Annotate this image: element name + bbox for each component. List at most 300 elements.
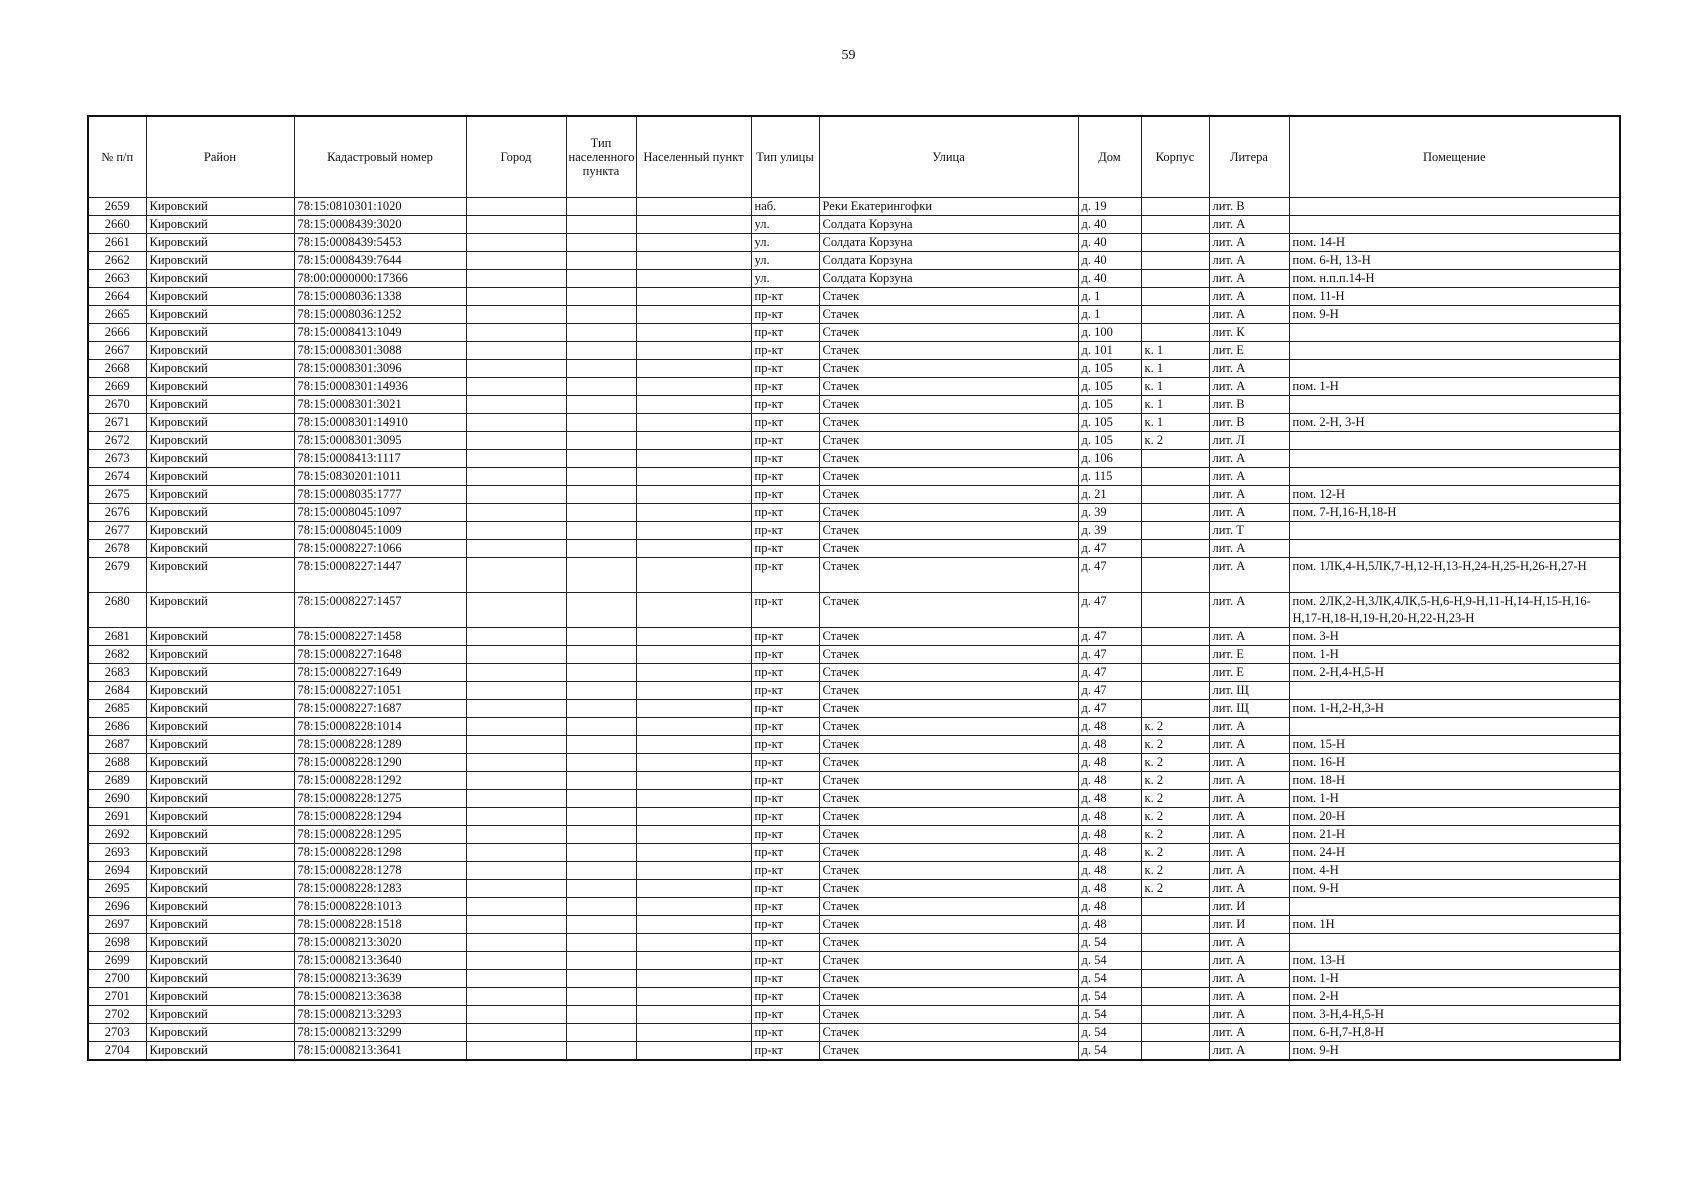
cell-cadastral-number: 78:15:0008213:3638 xyxy=(294,988,466,1006)
cell-house: д. 48 xyxy=(1078,790,1141,808)
header-building: Корпус xyxy=(1141,116,1209,198)
cell-settlement xyxy=(636,916,751,934)
cell-letter: лит. А xyxy=(1209,718,1289,736)
cell-settlement-type xyxy=(566,270,636,288)
cell-district: Кировский xyxy=(146,736,294,754)
cell-settlement xyxy=(636,898,751,916)
cell-cadastral-number: 78:15:0008227:1447 xyxy=(294,558,466,593)
page-number: 59 xyxy=(841,48,856,63)
cell-settlement xyxy=(636,360,751,378)
cell-street: Стачек xyxy=(819,450,1078,468)
cell-street: Стачек xyxy=(819,504,1078,522)
cell-city xyxy=(466,504,566,522)
cell-settlement-type xyxy=(566,324,636,342)
cell-street-type: пр-кт xyxy=(751,700,819,718)
cell-settlement-type xyxy=(566,216,636,234)
cell-street: Реки Екатерингофки xyxy=(819,198,1078,216)
table-row xyxy=(88,934,1620,952)
cell-street-type: пр-кт xyxy=(751,522,819,540)
cell-settlement xyxy=(636,288,751,306)
cell-building: к. 1 xyxy=(1141,396,1209,414)
cell-street-type: пр-кт xyxy=(751,682,819,700)
cell-street: Стачек xyxy=(819,970,1078,988)
cell-street: Солдата Корзуна xyxy=(819,216,1078,234)
cell-settlement-type xyxy=(566,432,636,450)
cell-district: Кировский xyxy=(146,396,294,414)
cell-district: Кировский xyxy=(146,970,294,988)
cell-settlement-type xyxy=(566,952,636,970)
cell-city xyxy=(466,234,566,252)
cell-row-number: 2694 xyxy=(88,862,146,880)
cell-settlement xyxy=(636,646,751,664)
cell-house: д. 101 xyxy=(1078,342,1141,360)
cell-street-type: ул. xyxy=(751,270,819,288)
cell-district: Кировский xyxy=(146,952,294,970)
cell-street: Стачек xyxy=(819,718,1078,736)
cell-premises: пом. 6-Н,7-Н,8-Н xyxy=(1289,1024,1620,1042)
cell-street-type: пр-кт xyxy=(751,360,819,378)
table-row xyxy=(88,970,1620,988)
cell-settlement xyxy=(636,1006,751,1024)
cell-street-type: пр-кт xyxy=(751,432,819,450)
cell-settlement xyxy=(636,486,751,504)
cell-cadastral-number: 78:15:0008213:3641 xyxy=(294,1042,466,1061)
cell-house: д. 100 xyxy=(1078,324,1141,342)
cell-city xyxy=(466,664,566,682)
cell-city xyxy=(466,378,566,396)
cell-house: д. 106 xyxy=(1078,450,1141,468)
cell-cadastral-number: 78:15:0008045:1097 xyxy=(294,504,466,522)
cell-cadastral-number: 78:15:0008228:1289 xyxy=(294,736,466,754)
cell-district: Кировский xyxy=(146,1042,294,1061)
cell-premises: пом. 24-Н xyxy=(1289,844,1620,862)
cell-premises: пом. 21-Н xyxy=(1289,826,1620,844)
cell-premises: пом. 9-Н xyxy=(1289,880,1620,898)
cell-row-number: 2684 xyxy=(88,682,146,700)
cell-city xyxy=(466,216,566,234)
cell-row-number: 2681 xyxy=(88,628,146,646)
cell-letter: лит. А xyxy=(1209,736,1289,754)
cell-row-number: 2665 xyxy=(88,306,146,324)
cell-letter: лит. В xyxy=(1209,414,1289,432)
cell-house: д. 47 xyxy=(1078,628,1141,646)
cell-settlement xyxy=(636,450,751,468)
cell-row-number: 2666 xyxy=(88,324,146,342)
cell-city xyxy=(466,862,566,880)
cell-district: Кировский xyxy=(146,378,294,396)
cell-city xyxy=(466,700,566,718)
table-row xyxy=(88,952,1620,970)
cell-street-type: пр-кт xyxy=(751,450,819,468)
cell-letter: лит. А xyxy=(1209,790,1289,808)
cell-letter: лит. В xyxy=(1209,396,1289,414)
cell-house: д. 39 xyxy=(1078,522,1141,540)
cell-street: Стачек xyxy=(819,898,1078,916)
cell-settlement xyxy=(636,682,751,700)
cell-cadastral-number: 78:15:0008228:1518 xyxy=(294,916,466,934)
table-row xyxy=(88,808,1620,826)
cell-building xyxy=(1141,952,1209,970)
cell-settlement xyxy=(636,378,751,396)
cell-district: Кировский xyxy=(146,988,294,1006)
cell-street: Стачек xyxy=(819,844,1078,862)
cell-street-type: пр-кт xyxy=(751,540,819,558)
cell-street: Стачек xyxy=(819,682,1078,700)
cell-cadastral-number: 78:15:0008228:1283 xyxy=(294,880,466,898)
cell-street-type: пр-кт xyxy=(751,504,819,522)
cell-district: Кировский xyxy=(146,414,294,432)
cell-row-number: 2698 xyxy=(88,934,146,952)
cell-building xyxy=(1141,324,1209,342)
cell-cadastral-number: 78:15:0008301:3096 xyxy=(294,360,466,378)
table-row xyxy=(88,736,1620,754)
cell-street: Стачек xyxy=(819,826,1078,844)
cell-letter: лит. А xyxy=(1209,504,1289,522)
cell-building: к. 1 xyxy=(1141,414,1209,432)
cell-letter: лит. А xyxy=(1209,1006,1289,1024)
cell-premises: пом. 1-Н xyxy=(1289,790,1620,808)
cell-premises xyxy=(1289,450,1620,468)
cell-house: д. 105 xyxy=(1078,414,1141,432)
table-row xyxy=(88,880,1620,898)
cell-city xyxy=(466,1024,566,1042)
cell-house: д. 48 xyxy=(1078,862,1141,880)
cell-premises: пом. 1Н xyxy=(1289,916,1620,934)
cell-street: Стачек xyxy=(819,790,1078,808)
cell-city xyxy=(466,754,566,772)
table-row xyxy=(88,844,1620,862)
cell-settlement xyxy=(636,790,751,808)
cell-building: к. 2 xyxy=(1141,862,1209,880)
cell-street-type: пр-кт xyxy=(751,396,819,414)
cell-row-number: 2702 xyxy=(88,1006,146,1024)
cell-district: Кировский xyxy=(146,468,294,486)
cell-street: Стачек xyxy=(819,324,1078,342)
cell-row-number: 2677 xyxy=(88,522,146,540)
table-row xyxy=(88,558,1620,593)
table-row xyxy=(88,754,1620,772)
cell-row-number: 2687 xyxy=(88,736,146,754)
cell-house: д. 54 xyxy=(1078,952,1141,970)
cell-row-number: 2699 xyxy=(88,952,146,970)
cell-house: д. 54 xyxy=(1078,988,1141,1006)
table-row xyxy=(88,664,1620,682)
table-row xyxy=(88,718,1620,736)
cell-building: к. 2 xyxy=(1141,772,1209,790)
cell-letter: лит. Е xyxy=(1209,646,1289,664)
cell-house: д. 54 xyxy=(1078,1024,1141,1042)
cell-street: Стачек xyxy=(819,396,1078,414)
cell-settlement xyxy=(636,396,751,414)
cell-street-type: пр-кт xyxy=(751,646,819,664)
cell-city xyxy=(466,342,566,360)
cell-settlement xyxy=(636,1042,751,1061)
cell-row-number: 2704 xyxy=(88,1042,146,1061)
cell-premises: пом. 18-Н xyxy=(1289,772,1620,790)
cell-settlement xyxy=(636,808,751,826)
cell-premises: пом. 2ЛК,2-Н,3ЛК,4ЛК,5-Н,6-Н,9-Н,11-Н,14-Н,15-Н,16-Н,17-Н,18-Н,19-Н,20-Н,22-Н,23-Н xyxy=(1289,593,1620,628)
cell-city xyxy=(466,646,566,664)
cell-house: д. 48 xyxy=(1078,826,1141,844)
cell-district: Кировский xyxy=(146,306,294,324)
cell-cadastral-number: 78:15:0008227:1457 xyxy=(294,593,466,628)
cell-street-type: пр-кт xyxy=(751,664,819,682)
cell-building xyxy=(1141,1042,1209,1061)
cell-cadastral-number: 78:15:0008301:3095 xyxy=(294,432,466,450)
cell-district: Кировский xyxy=(146,360,294,378)
cell-street: Стачек xyxy=(819,952,1078,970)
cell-settlement-type xyxy=(566,772,636,790)
cell-street: Стачек xyxy=(819,880,1078,898)
cell-cadastral-number: 78:15:0008045:1009 xyxy=(294,522,466,540)
cell-district: Кировский xyxy=(146,682,294,700)
cell-premises: пом. н.п.п.14-Н xyxy=(1289,270,1620,288)
cell-district: Кировский xyxy=(146,522,294,540)
cell-row-number: 2692 xyxy=(88,826,146,844)
cell-city xyxy=(466,880,566,898)
cell-city xyxy=(466,844,566,862)
cell-settlement xyxy=(636,558,751,593)
cell-letter: лит. Л xyxy=(1209,432,1289,450)
cell-street: Стачек xyxy=(819,288,1078,306)
cell-cadastral-number: 78:15:0008228:1298 xyxy=(294,844,466,862)
cell-row-number: 2669 xyxy=(88,378,146,396)
cell-letter: лит. А xyxy=(1209,772,1289,790)
cell-letter: лит. А xyxy=(1209,844,1289,862)
cell-house: д. 48 xyxy=(1078,718,1141,736)
header-city: Город xyxy=(466,116,566,198)
cell-house: д. 54 xyxy=(1078,934,1141,952)
table-row xyxy=(88,916,1620,934)
cell-building xyxy=(1141,682,1209,700)
cell-city xyxy=(466,682,566,700)
cell-building: к. 2 xyxy=(1141,718,1209,736)
cell-district: Кировский xyxy=(146,844,294,862)
cell-premises: пом. 13-Н xyxy=(1289,952,1620,970)
cell-row-number: 2661 xyxy=(88,234,146,252)
cell-city xyxy=(466,916,566,934)
cell-house: д. 48 xyxy=(1078,898,1141,916)
cell-street-type: пр-кт xyxy=(751,880,819,898)
cell-cadastral-number: 78:15:0008213:3293 xyxy=(294,1006,466,1024)
cell-settlement-type xyxy=(566,916,636,934)
cell-settlement-type xyxy=(566,198,636,216)
cell-row-number: 2700 xyxy=(88,970,146,988)
cell-building xyxy=(1141,988,1209,1006)
cell-building: к. 2 xyxy=(1141,826,1209,844)
cell-street: Солдата Корзуна xyxy=(819,270,1078,288)
cell-street-type: пр-кт xyxy=(751,378,819,396)
cell-house: д. 39 xyxy=(1078,504,1141,522)
cell-street: Стачек xyxy=(819,1042,1078,1061)
cell-row-number: 2680 xyxy=(88,593,146,628)
cell-city xyxy=(466,522,566,540)
cell-street: Стачек xyxy=(819,628,1078,646)
cell-settlement-type xyxy=(566,450,636,468)
cell-building xyxy=(1141,558,1209,593)
cell-street-type: пр-кт xyxy=(751,772,819,790)
cell-premises: пом. 14-Н xyxy=(1289,234,1620,252)
cell-city xyxy=(466,306,566,324)
cell-settlement xyxy=(636,522,751,540)
cell-street: Стачек xyxy=(819,558,1078,593)
table-row xyxy=(88,360,1620,378)
cell-letter: лит. А xyxy=(1209,754,1289,772)
cell-letter: лит. А xyxy=(1209,558,1289,593)
cell-house: д. 47 xyxy=(1078,682,1141,700)
cell-settlement xyxy=(636,540,751,558)
cell-premises: пом. 20-Н xyxy=(1289,808,1620,826)
cell-building xyxy=(1141,306,1209,324)
cell-settlement xyxy=(636,664,751,682)
cell-settlement xyxy=(636,1024,751,1042)
cell-street: Стачек xyxy=(819,522,1078,540)
cell-row-number: 2659 xyxy=(88,198,146,216)
cell-district: Кировский xyxy=(146,772,294,790)
table-row xyxy=(88,628,1620,646)
cell-settlement-type xyxy=(566,880,636,898)
cell-house: д. 105 xyxy=(1078,360,1141,378)
table-header-row xyxy=(88,116,1620,198)
cell-letter: лит. А xyxy=(1209,862,1289,880)
cell-row-number: 2662 xyxy=(88,252,146,270)
table-row xyxy=(88,198,1620,216)
cell-city xyxy=(466,270,566,288)
cell-letter: лит. А xyxy=(1209,1024,1289,1042)
cell-house: д. 48 xyxy=(1078,880,1141,898)
cell-building: к. 2 xyxy=(1141,880,1209,898)
cell-letter: лит. А xyxy=(1209,450,1289,468)
cell-cadastral-number: 78:15:0008301:14936 xyxy=(294,378,466,396)
cell-settlement-type xyxy=(566,414,636,432)
cell-premises: пом. 2-Н,4-Н,5-Н xyxy=(1289,664,1620,682)
cell-premises: пом. 3-Н,4-Н,5-Н xyxy=(1289,1006,1620,1024)
cell-premises xyxy=(1289,324,1620,342)
cell-letter: лит. И xyxy=(1209,898,1289,916)
cell-street-type: пр-кт xyxy=(751,826,819,844)
cell-settlement xyxy=(636,880,751,898)
cell-settlement-type xyxy=(566,844,636,862)
cell-building xyxy=(1141,252,1209,270)
cell-settlement-type xyxy=(566,934,636,952)
cell-street-type: пр-кт xyxy=(751,736,819,754)
cell-row-number: 2691 xyxy=(88,808,146,826)
table-row xyxy=(88,288,1620,306)
cell-settlement xyxy=(636,934,751,952)
cell-street: Стачек xyxy=(819,700,1078,718)
cell-city xyxy=(466,790,566,808)
cell-settlement-type xyxy=(566,970,636,988)
table-row xyxy=(88,593,1620,628)
table-row xyxy=(88,700,1620,718)
cell-cadastral-number: 78:15:0008227:1066 xyxy=(294,540,466,558)
cell-settlement-type xyxy=(566,988,636,1006)
cell-settlement-type xyxy=(566,288,636,306)
cell-street: Стачек xyxy=(819,360,1078,378)
cell-letter: лит. А xyxy=(1209,288,1289,306)
cell-district: Кировский xyxy=(146,664,294,682)
cell-district: Кировский xyxy=(146,700,294,718)
cell-settlement-type xyxy=(566,593,636,628)
cell-house: д. 48 xyxy=(1078,844,1141,862)
cell-cadastral-number: 78:15:0008213:3020 xyxy=(294,934,466,952)
cell-settlement-type xyxy=(566,486,636,504)
cell-letter: лит. В xyxy=(1209,198,1289,216)
cell-settlement-type xyxy=(566,252,636,270)
cell-settlement-type xyxy=(566,628,636,646)
cell-cadastral-number: 78:15:0008036:1338 xyxy=(294,288,466,306)
cell-street: Стачек xyxy=(819,934,1078,952)
cell-street: Стачек xyxy=(819,736,1078,754)
cell-settlement xyxy=(636,342,751,360)
cell-premises xyxy=(1289,682,1620,700)
cell-letter: лит. И xyxy=(1209,916,1289,934)
table-row xyxy=(88,1006,1620,1024)
cell-settlement-type xyxy=(566,718,636,736)
cell-street-type: пр-кт xyxy=(751,593,819,628)
cell-row-number: 2675 xyxy=(88,486,146,504)
cell-premises xyxy=(1289,934,1620,952)
cell-settlement xyxy=(636,198,751,216)
cell-street-type: пр-кт xyxy=(751,790,819,808)
cell-cadastral-number: 78:15:0008227:1687 xyxy=(294,700,466,718)
cell-street: Стачек xyxy=(819,646,1078,664)
cell-row-number: 2688 xyxy=(88,754,146,772)
cell-settlement-type xyxy=(566,468,636,486)
cell-city xyxy=(466,432,566,450)
cell-letter: лит. А xyxy=(1209,216,1289,234)
cell-building xyxy=(1141,934,1209,952)
cell-house: д. 105 xyxy=(1078,378,1141,396)
cell-row-number: 2693 xyxy=(88,844,146,862)
cell-city xyxy=(466,414,566,432)
table-row xyxy=(88,378,1620,396)
cell-city xyxy=(466,1006,566,1024)
cell-house: д. 47 xyxy=(1078,700,1141,718)
cell-premises: пом. 6-Н, 13-Н xyxy=(1289,252,1620,270)
cell-city xyxy=(466,324,566,342)
cell-letter: лит. А xyxy=(1209,934,1289,952)
cell-street-type: пр-кт xyxy=(751,808,819,826)
table-row xyxy=(88,450,1620,468)
cell-building xyxy=(1141,898,1209,916)
cell-district: Кировский xyxy=(146,540,294,558)
cell-district: Кировский xyxy=(146,898,294,916)
cell-cadastral-number: 78:15:0008439:7644 xyxy=(294,252,466,270)
cell-house: д. 40 xyxy=(1078,252,1141,270)
cell-house: д. 47 xyxy=(1078,664,1141,682)
table-row xyxy=(88,540,1620,558)
cell-street-type: пр-кт xyxy=(751,916,819,934)
cell-row-number: 2668 xyxy=(88,360,146,378)
cell-city xyxy=(466,468,566,486)
cell-settlement-type xyxy=(566,396,636,414)
cell-cadastral-number: 78:15:0008227:1051 xyxy=(294,682,466,700)
cell-settlement-type xyxy=(566,234,636,252)
cell-settlement xyxy=(636,593,751,628)
cell-cadastral-number: 78:15:0008228:1275 xyxy=(294,790,466,808)
cell-building: к. 2 xyxy=(1141,790,1209,808)
cell-settlement-type xyxy=(566,682,636,700)
cell-street: Стачек xyxy=(819,808,1078,826)
cell-cadastral-number: 78:15:0008228:1295 xyxy=(294,826,466,844)
cell-settlement-type xyxy=(566,378,636,396)
cell-city xyxy=(466,736,566,754)
cell-house: д. 1 xyxy=(1078,288,1141,306)
table-row xyxy=(88,862,1620,880)
cell-street-type: пр-кт xyxy=(751,844,819,862)
header-cadastral-number: Кадастровый номер xyxy=(294,116,466,198)
